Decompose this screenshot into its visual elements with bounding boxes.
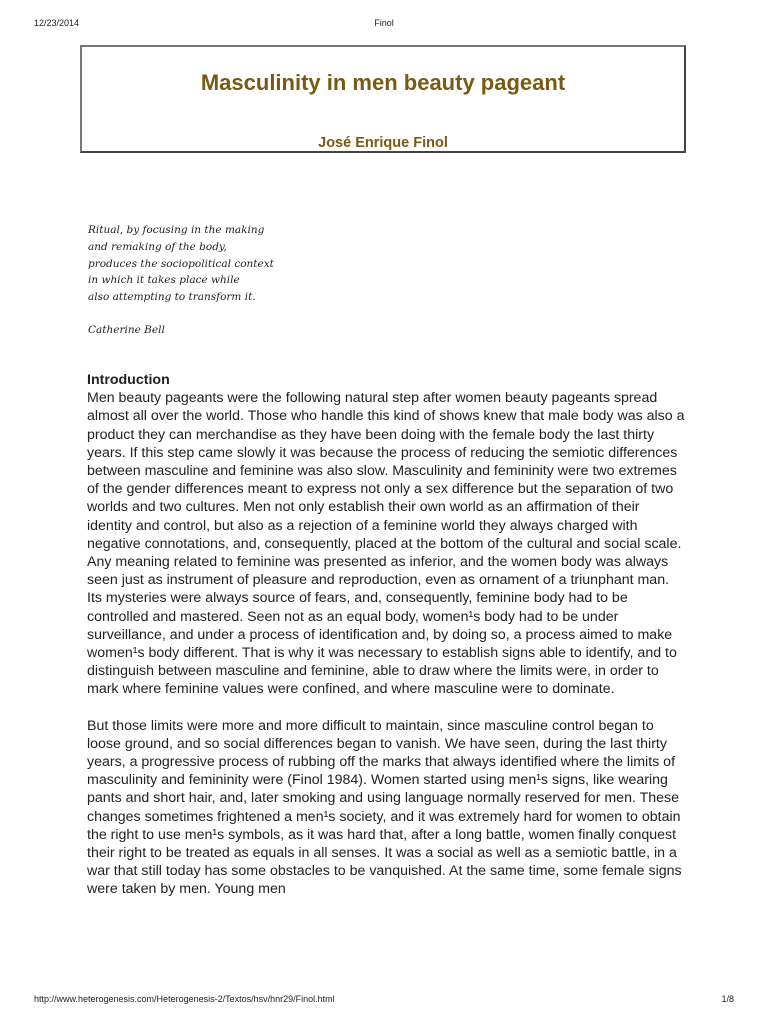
epigraph-line: in which it takes place while <box>88 274 240 287</box>
print-page-title: Finol <box>374 18 394 28</box>
body-paragraph: Men beauty pageants were the following natural step after women beauty pageants spread almost all over the world. Those who handle this kind of shows knew that male body was also a product they can merchandise as they have been doing with the female body the last thirty years. If this step came slowly it was because the process of reducing the semiotic differences between masculine and feminine was also slow. Masculinity and femininity were two extremes of the gender differences meant to express not only a sex difference but the separation of two worlds and two cultures. Men not only establish their own world as an affirmation of their identity and control, but also as a rejection of a feminine world they always charged with negative connotations, and, consequently, placed at the bottom of the cultural and social scale. Any meaning related to feminine was presented as inferior, and the women body was always seen just as instrument of pleasure and reproduction, even as ornament of a triunphant man. Its mysteries were always source of fears, and, consequently, feminine body had to be controlled and mastered. Seen not as an equal body, women¹s body had to be under surveillance, and under a process of identification and, by doing so, a process aimed to make women¹s body different. That is why it was necessary to establish signs able to identify, and to distinguish between masculine and feminine, able to draw where the limits were, in order to mark where feminine values were confined, and where masculine were to dominate. <box>87 390 685 698</box>
page-number: 1/8 <box>721 994 734 1004</box>
epigraph <box>88 222 408 339</box>
epigraph-line: and remaking of the body, <box>88 240 227 253</box>
print-date: 12/23/2014 <box>34 18 80 28</box>
epigraph-line: also attempting to transform it. <box>88 291 256 304</box>
print-header <box>34 18 734 32</box>
epigraph-line: Ritual, by focusing in the making <box>88 224 265 236</box>
article-body <box>87 371 687 899</box>
source-url[interactable]: http://www.heterogenesis.com/Heterogenesis-2/Textos/hsv/hnr29/Finol.html <box>34 994 335 1004</box>
body-paragraph: But those limits were more and more difficult to maintain, since masculine control began to loose ground, and so social differences began to vanish. We have seen, during the last thirty years, a progressive process of rubbing off the marks that always identified where the limits of masculinity and femininity were (Finol 1984). Women started using men¹s signs, like wearing pants and short hair, and, later smoking and using language normally reserved for men. These changes sometimes frightened a men¹s society, and it was extremely hard for women to obtain the right to use men¹s symbols, as it was hard that, after a long battle, women finally conquest their right to be treated as equals in all senses. It was a social as well as a semiotic battle, in a war that still today has some obstacles to be vanquished. At the same time, some female signs were taken by men. Young men <box>87 717 682 898</box>
article-author: José Enrique Finol <box>318 135 448 151</box>
epigraph-attribution: Catherine Bell <box>88 323 165 336</box>
epigraph-line: produces the sociopolitical context <box>88 257 274 270</box>
section-heading: Introduction <box>87 372 170 388</box>
title-box <box>80 45 686 153</box>
article-title: Masculinity in men beauty pageant <box>200 70 566 95</box>
print-footer <box>34 994 734 1008</box>
